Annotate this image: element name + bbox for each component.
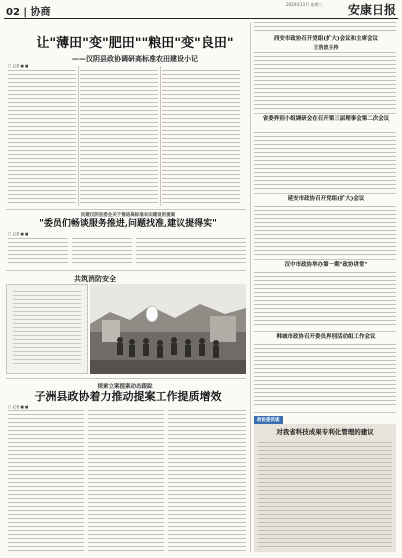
page-header: [0, 0, 402, 18]
column-divider: [160, 66, 161, 206]
brief-divider: [254, 331, 396, 332]
masthead: 安康日报: [347, 3, 396, 17]
fire-safety-photo: [90, 284, 246, 374]
bottom-body-col-2: [88, 410, 164, 552]
bottom-body-col-1: [8, 410, 84, 552]
opinion-body-col-2: [72, 238, 132, 266]
header-rule: [4, 18, 398, 19]
opinion-body-col-1: [8, 238, 68, 266]
right-column-divider: [250, 22, 251, 552]
opinion-kicker: 民建汉阴县委会关于推进高标准农田建设的提案: [80, 213, 176, 218]
section-number: 02: [6, 7, 20, 18]
fire-safety-photo-illustration: [90, 284, 246, 374]
article-divider: [6, 270, 246, 271]
photo-caption-box: [6, 284, 88, 374]
lead-body-col-3: [162, 70, 240, 206]
brief-3-body: [254, 206, 396, 256]
column-tag: 政协委员谈: [254, 416, 283, 424]
lead-subheadline: ——汉阴县政协调研高标准农田建设小记: [72, 55, 198, 63]
brief-5-body: [254, 344, 396, 408]
dateline: 2024年11月 星期三: [286, 2, 323, 7]
brief-2-body: [254, 132, 396, 190]
section-label: [6, 3, 51, 18]
bottom-byline: □ 记者 ■ ■: [8, 405, 29, 409]
bottom-kicker: 探索立案提案动态跟踪: [97, 384, 153, 390]
brief-1-subheadline: 王浩波主持: [313, 45, 339, 51]
brief-2-headline: 省委界别小组调研会在召开第三届理事会第二次会议: [262, 116, 390, 122]
brief-divider: [254, 113, 396, 114]
article-divider: [6, 209, 246, 210]
brief-divider: [254, 259, 396, 260]
bottom-body-col-3: [168, 410, 246, 552]
opinion-body-col-3: [136, 238, 246, 266]
column-divider: [78, 66, 79, 206]
photo-caption-text: [13, 291, 81, 367]
lead-body-col-2: [80, 70, 158, 206]
brief-5-headline: 韩城市政协召开委员界别活动组工作会议: [276, 334, 376, 340]
column-headline: 对我省科技成果专利化管理的建议: [276, 428, 374, 436]
opinion-headline: "委员们畅谈服务推进,问题找准,建议提得实": [39, 219, 217, 229]
section-divider: |: [23, 7, 28, 18]
brief-1-headline: 西安市政协召开党组(扩大)会议和主席会议: [273, 36, 379, 42]
brief-divider: [254, 412, 396, 413]
opinion-byline: □ 记者 ■ ■: [8, 232, 29, 236]
lead-headline: 让"薄田"变"肥田""粮田"变"良田": [36, 36, 234, 51]
article-divider: [6, 378, 246, 379]
column-body: [258, 442, 392, 548]
lead-byline: □ 记者 ■ ■: [8, 64, 29, 68]
lead-body-col-1: [8, 70, 76, 206]
brief-divider: [254, 193, 396, 194]
right-top-text: [254, 22, 396, 34]
brief-1-body: [254, 52, 396, 110]
photo-feature-title: 共筑消防安全: [74, 275, 116, 283]
brief-4-headline: 汉中市政协举办第一期"政协讲堂": [284, 262, 368, 268]
section-name: 协商: [30, 7, 51, 18]
brief-4-body: [254, 272, 396, 328]
brief-3-headline: 延安市政协召开党组(扩大)会议: [287, 196, 365, 202]
bottom-headline: 子洲县政协着力推动提案工作提质增效: [34, 390, 222, 403]
